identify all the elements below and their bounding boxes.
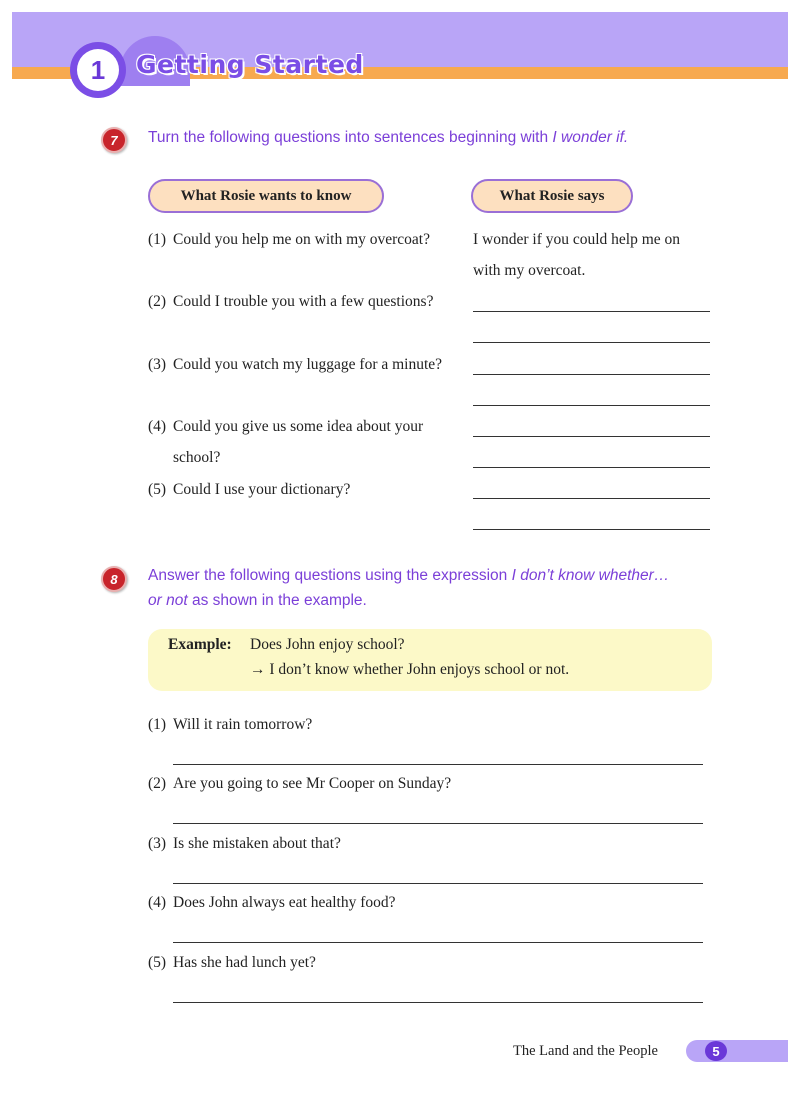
- question-text: Does John always eat healthy food?: [173, 894, 396, 911]
- question-text: Will it rain tomorrow?: [173, 716, 313, 733]
- question-text: Is she mistaken about that?: [173, 835, 341, 852]
- answer-line[interactable]: [173, 942, 703, 943]
- question-label: (5): [148, 481, 167, 498]
- example-box: [148, 629, 712, 691]
- question-text: Has she had lunch yet?: [173, 954, 316, 971]
- question-label: (1): [148, 231, 167, 248]
- footer-unit-name: The Land and the People: [513, 1043, 658, 1059]
- answer-line[interactable]: [473, 374, 710, 375]
- page-number: 5: [705, 1041, 727, 1061]
- question-text: Are you going to see Mr Cooper on Sunday?: [173, 775, 452, 792]
- question-label: (4): [148, 894, 167, 911]
- question-label: (5): [148, 954, 167, 971]
- question-text: Could you watch my luggage for a minute?: [173, 356, 443, 373]
- question-text: Could I trouble you with a few questions?: [173, 293, 434, 310]
- question-label: (4): [148, 418, 167, 435]
- answer-line[interactable]: [173, 823, 703, 824]
- col-header-wants-to-know: What Rosie wants to know: [148, 179, 384, 213]
- question-label: (2): [148, 293, 167, 310]
- answer-line[interactable]: [473, 405, 710, 406]
- answer-line[interactable]: [173, 1002, 703, 1003]
- exercise-8-instruction: Answer the following questions using the expression I don’t know whether… or not as shown in the example.: [148, 567, 670, 609]
- answer-line[interactable]: [173, 764, 703, 765]
- question-text: Could you help me on with my overcoat?: [173, 231, 430, 248]
- section-title: Getting Started: [136, 50, 364, 79]
- exercise-7-instruction: Turn the following questions into sentences beginning with I wonder if.: [148, 129, 629, 146]
- question-text: Could I use your dictionary?: [173, 481, 351, 498]
- question-text: Could you give us some idea about your: [173, 418, 424, 435]
- answer-line[interactable]: [473, 311, 710, 312]
- question-label: (1): [148, 716, 167, 733]
- example-label: Example:: [168, 636, 232, 653]
- col-header-rosie-says: What Rosie says: [471, 179, 633, 213]
- exercise-7-badge: 7: [101, 127, 127, 153]
- example-answer-text: I wonder if you could help me on: [473, 231, 681, 248]
- answer-line[interactable]: [473, 467, 710, 468]
- question-label: (3): [148, 356, 167, 373]
- answer-line[interactable]: [473, 342, 710, 343]
- question-label: (2): [148, 775, 167, 792]
- question-label: (3): [148, 835, 167, 852]
- footer-band: [686, 1040, 788, 1062]
- answer-line[interactable]: [473, 436, 710, 437]
- example-answer-text-continued: with my overcoat.: [473, 262, 586, 279]
- answer-line[interactable]: [473, 529, 710, 530]
- example-question: Does John enjoy school?: [250, 636, 405, 653]
- question-text-continued: school?: [173, 449, 221, 466]
- answer-line[interactable]: [473, 498, 710, 499]
- answer-line[interactable]: [173, 883, 703, 884]
- unit-number-badge: 1: [77, 49, 119, 91]
- example-answer: → I don’t know whether John enjoys school or not.: [250, 661, 570, 678]
- exercise-8-badge: 8: [101, 566, 127, 592]
